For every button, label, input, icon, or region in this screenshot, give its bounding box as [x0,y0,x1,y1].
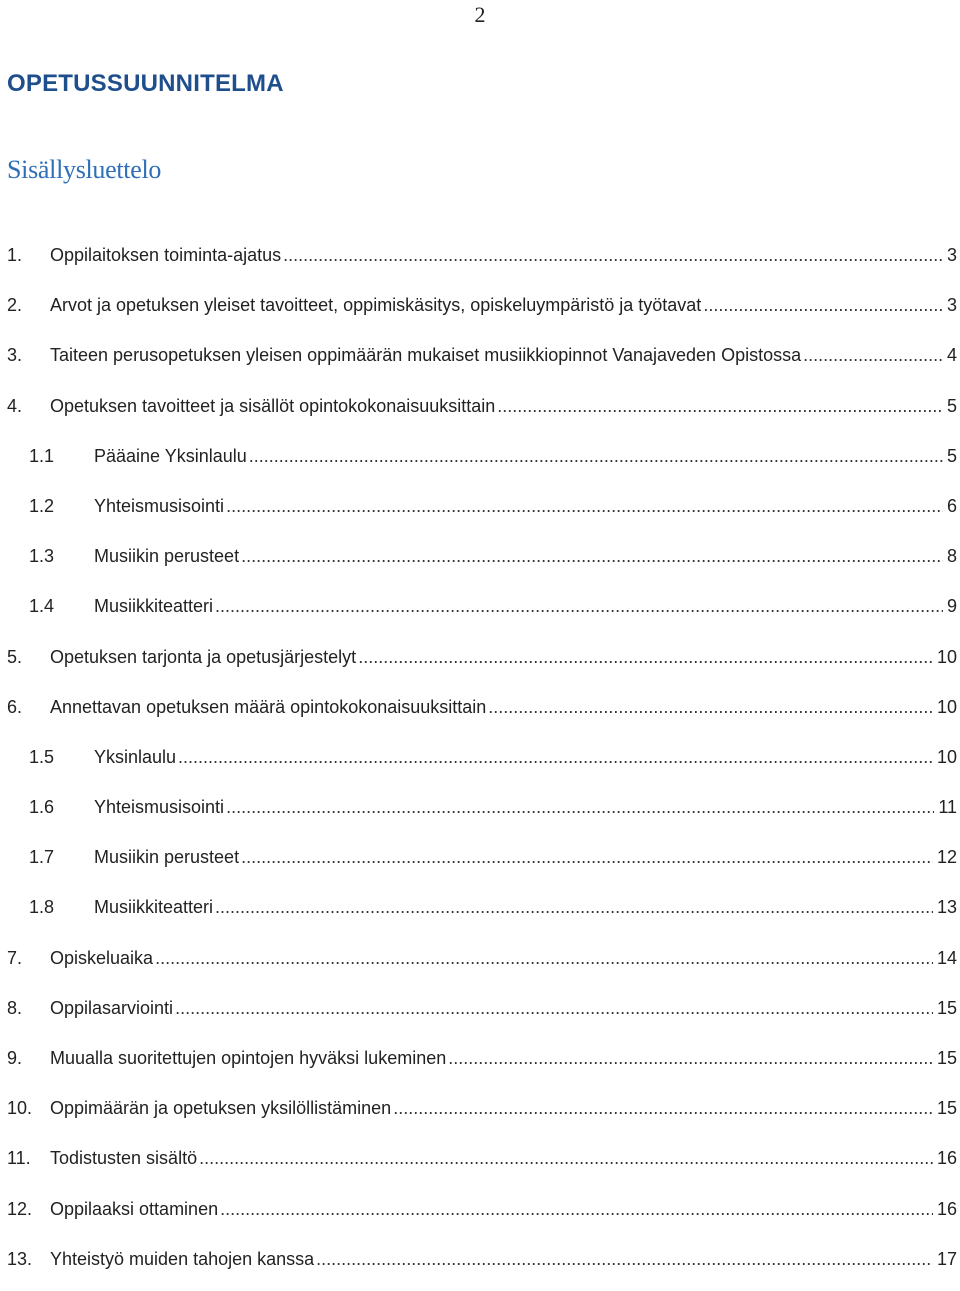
toc-entry-page-number[interactable]: 3 [946,295,957,316]
toc-entry-number: 5. [7,646,23,667]
toc-entry-label[interactable]: Oppilaaksi ottaminen [50,1198,219,1219]
toc-dot-leader [316,1241,933,1277]
toc-entry-label[interactable]: Yksinlaulu [94,746,177,767]
toc-entry-page-number[interactable]: 11 [938,797,957,818]
toc-entry-label[interactable]: Taiteen perusopetuksen yleisen oppimäärän mukaiset musiikkiopinnot Vanajaveden Opistossa [50,345,802,366]
document-title: OPETUSSUUNNITELMA [7,70,284,97]
toc-entry-number: 6. [7,696,23,717]
toc-entry-number: 9. [7,1048,23,1068]
toc-entry-page-number[interactable]: 6 [946,495,957,516]
toc-entry-label[interactable]: Opiskeluaika [50,947,154,968]
toc-entry[interactable] [0,739,960,789]
toc-heading: Sisällysluettelo [7,155,162,184]
toc-entry-number: 1.2 [29,495,55,516]
toc-entry-number: 1.5 [29,746,55,767]
toc-entry-page-number[interactable]: 3 [946,245,957,265]
toc-entry-body [50,689,957,725]
toc-dot-leader [155,940,933,976]
toc-entry-body [50,1191,957,1227]
toc-dot-leader [249,438,943,474]
toc-entry-label[interactable]: Opetuksen tavoitteet ja sisällöt opintokokonaisuuksittain [50,395,496,416]
toc-entry[interactable] [0,639,960,689]
toc-dot-leader [703,287,943,323]
toc-entry[interactable] [0,588,960,638]
toc-entry[interactable] [0,940,960,990]
toc-entry-body [94,839,957,875]
toc-entry[interactable] [0,488,960,538]
toc-entry[interactable] [0,1241,960,1291]
toc-entry-label[interactable]: Musiikin perusteet [94,546,240,567]
toc-entry-page-number[interactable]: 16 [936,1198,957,1219]
toc-dot-leader [226,488,943,524]
toc-entry-body [50,990,957,1026]
toc-entry-label[interactable]: Todistusten sisältö [50,1148,198,1169]
toc-entry-label[interactable]: Yhteismusisointi [94,495,225,516]
toc-entry-body [50,639,957,675]
toc-entry-body [50,1090,957,1126]
toc-entry-number: 8. [7,997,23,1018]
toc-entry[interactable] [0,287,960,337]
toc-entry-number: 1.6 [29,797,55,818]
toc-entry-number: 1.3 [29,546,55,567]
toc-entry[interactable] [0,1040,960,1090]
toc-entry[interactable] [0,839,960,889]
toc-entry-number: 1.7 [29,847,55,868]
toc-dot-leader [497,388,943,424]
toc-entry-page-number[interactable]: 5 [946,395,957,416]
toc-entry[interactable] [0,1191,960,1241]
toc-entry[interactable] [0,237,960,287]
toc-entry-label[interactable]: Musiikin perusteet [94,847,240,868]
toc-entry-label[interactable]: Oppilaitoksen toiminta-ajatus [50,245,282,265]
toc-dot-leader [393,1090,933,1126]
toc-entry[interactable] [0,990,960,1040]
toc-entry-label[interactable]: Arvot ja opetuksen yleiset tavoitteet, oppimiskäsitys, opiskeluympäristö ja työtavat [50,295,702,316]
toc-dot-leader [175,990,933,1026]
toc-entry-body [50,388,957,424]
toc-entry-page-number[interactable]: 14 [936,947,957,968]
toc-entry-body [94,488,957,524]
toc-entry-body [94,889,957,925]
toc-entry-body [50,237,957,273]
page-number: 2 [474,2,486,27]
toc-entry-number: 1.4 [29,596,55,617]
toc-entry-page-number[interactable]: 4 [946,345,957,366]
toc-entry-body [50,287,957,323]
toc-dot-leader [215,588,943,624]
toc-dot-leader [178,739,933,775]
toc-entry-label[interactable]: Opetuksen tarjonta ja opetusjärjestelyt [50,646,357,667]
toc-entry-body [50,337,957,373]
toc-entry-page-number[interactable]: 8 [946,546,957,567]
toc-dot-leader [220,1191,933,1227]
toc-entry-label[interactable]: Muualla suoritettujen opintojen hyväksi lukeminen [50,1048,447,1068]
toc-dot-leader [448,1040,933,1076]
toc-entry-number: 3. [7,345,23,366]
toc-dot-leader [488,689,933,725]
toc-entry-page-number[interactable]: 17 [936,1248,957,1269]
toc-dot-leader [241,538,943,574]
toc-entry-page-number[interactable]: 10 [936,646,957,667]
toc-entry[interactable] [0,789,960,839]
toc-entry-body [94,739,957,775]
toc-entry[interactable] [0,438,960,488]
toc-entry-page-number[interactable]: 5 [946,445,957,466]
toc-entry-body [50,940,957,976]
toc-entry-page-number[interactable]: 15 [936,997,957,1018]
toc-entry-body [50,1040,957,1076]
toc-entry-number: 1. [7,245,23,265]
toc-entry-number: 2. [7,295,23,316]
toc-entry-label[interactable]: Oppimäärän ja opetuksen yksilöllistäminen [50,1098,392,1119]
toc-entry-body [50,1241,957,1277]
toc-dot-leader [199,1140,933,1176]
toc-entry[interactable] [0,388,960,438]
toc-entry-page-number[interactable]: 12 [936,847,957,868]
toc-dot-leader [358,639,933,675]
toc-entry-label[interactable]: Musiikkiteatteri [94,596,214,617]
toc-entry-label[interactable]: Pääaine Yksinlaulu [94,445,247,466]
toc-entry[interactable] [0,1140,960,1190]
toc-entry-number: 1.1 [29,445,55,466]
toc-entry-number: 1.8 [29,897,55,918]
toc-entry-label[interactable]: Oppilasarviointi [50,997,174,1018]
toc-dot-leader [241,839,933,875]
toc-entry-body [94,588,957,624]
toc-entry[interactable] [0,538,960,588]
toc-entry-number: 10. [7,1098,33,1119]
toc-entry-page-number[interactable]: 10 [936,746,957,767]
toc-entry-number: 7. [7,947,23,968]
toc-entry-body [94,789,957,825]
toc-entry-page-number[interactable]: 13 [936,897,957,918]
toc-entry[interactable] [0,1090,960,1140]
toc-entry-body [94,438,957,474]
toc-dot-leader [283,237,943,273]
toc-dot-leader [803,337,943,373]
toc-entry[interactable] [0,689,960,739]
toc-entry-number: 13. [7,1248,33,1269]
toc-entry-number: 4. [7,395,23,416]
table-of-contents [0,237,960,1291]
toc-entry[interactable] [0,337,960,387]
toc-entry-page-number[interactable]: 10 [936,696,957,717]
toc-dot-leader [215,889,933,925]
toc-entry-page-number[interactable]: 15 [936,1098,957,1119]
toc-dot-leader [226,789,934,825]
toc-entry-number: 11. [7,1148,31,1169]
toc-entry-label[interactable]: Yhteistyö muiden tahojen kanssa [50,1248,315,1269]
toc-entry-body [50,1140,957,1176]
toc-entry-page-number[interactable]: 9 [946,596,957,617]
toc-entry[interactable] [0,889,960,939]
toc-entry-body [94,538,957,574]
toc-entry-page-number[interactable]: 16 [936,1148,957,1169]
toc-entry-label[interactable]: Musiikkiteatteri [94,897,214,918]
toc-entry-label[interactable]: Yhteismusisointi [94,797,225,818]
toc-entry-page-number[interactable]: 15 [936,1048,957,1068]
toc-entry-number: 12. [7,1198,33,1219]
toc-entry-label[interactable]: Annettavan opetuksen määrä opintokokonaisuuksittain [50,696,487,717]
